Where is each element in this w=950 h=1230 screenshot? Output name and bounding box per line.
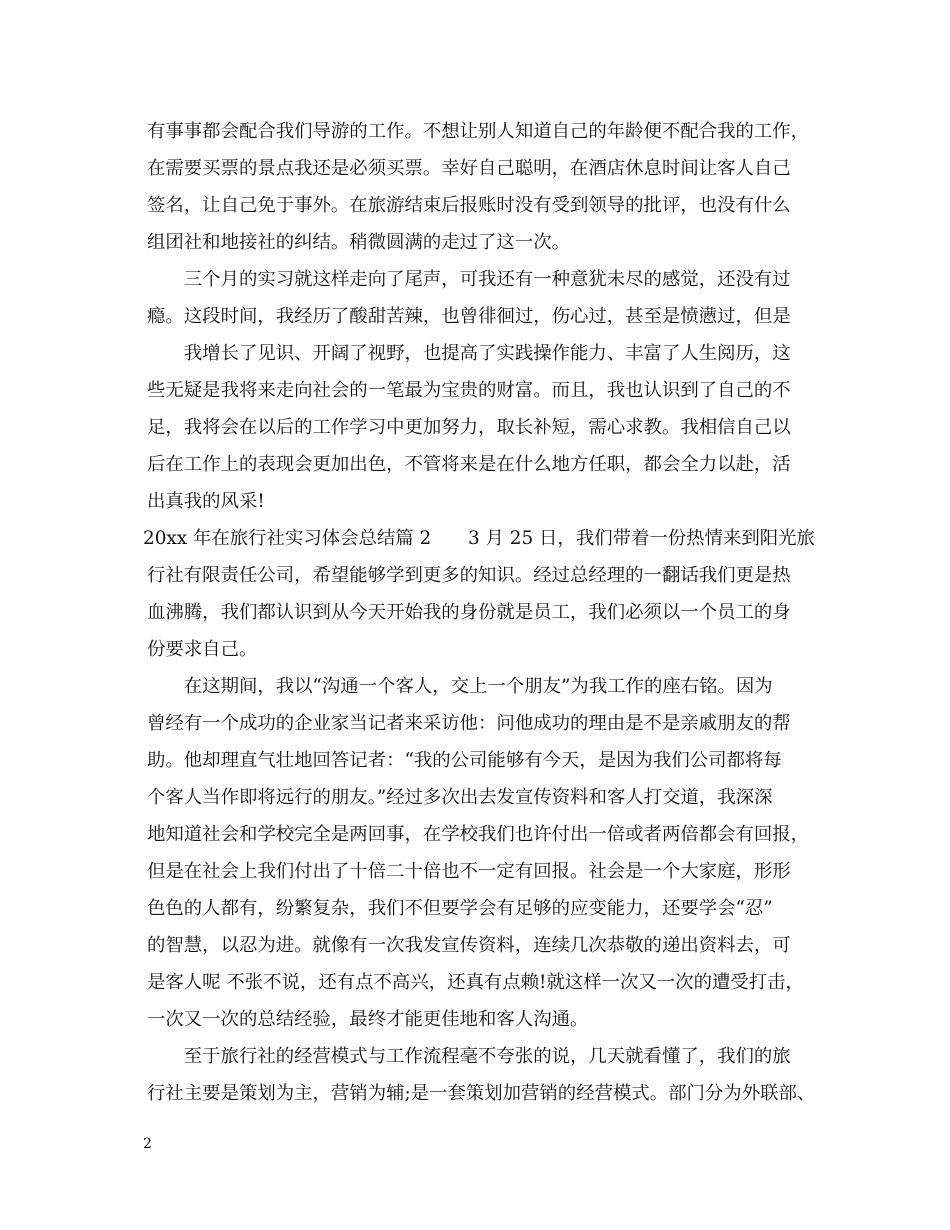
text-line: 但是在社会上我们付出了十倍二十倍也不一定有回报。社会是一个大家庭，形形 bbox=[147, 861, 791, 882]
text-line: 出真我的风采! bbox=[147, 491, 265, 512]
text-line: 在需要买票的景点我还是必须买票。幸好自己聪明，在酒店休息时间让客人自己 bbox=[147, 158, 791, 179]
page-number: 2 bbox=[143, 1136, 152, 1152]
text-line: 一次又一次的总结经验，最终才能更佳地和客人沟通。 bbox=[147, 1009, 589, 1030]
text-line: 在这期间，我以“沟通一个客人，交上一个朋友”为我工作的座右铭。因为 bbox=[147, 676, 773, 697]
text-line: 曾经有一个成功的企业家当记者来采访他：问他成功的理由是不是亲戚朋友的帮 bbox=[147, 713, 791, 734]
text-line: 有事事都会配合我们导游的工作。不想让别人知道自己的年龄便不配合我的工作， bbox=[147, 121, 810, 142]
text-line: 是客人呢 不张不说，还有点不高兴，还真有点赖!就这样一次又一次的遭受打击， bbox=[147, 972, 804, 993]
text-line: 个客人当作即将远行的朋友。”经过多次出去发宣传资料和客人打交道，我深深 bbox=[147, 787, 773, 808]
text-line: 的智慧，以忍为进。就像有一次我发宣传资料，连续几次恭敬的递出资料去，可 bbox=[147, 935, 791, 956]
text-line: 至于旅行社的经营模式与工作流程毫不夸张的说，几天就看懂了，我们的旅 bbox=[147, 1046, 791, 1067]
text-line: 些无疑是我将来走向社会的一笔最为宝贵的财富。而且，我也认识到了自己的不 bbox=[147, 380, 791, 401]
text-line: 签名，让自己免于事外。在旅游结束后报账时没有受到领导的批评，也没有什么 bbox=[147, 195, 791, 216]
text-line: 组团社和地接社的纠结。稍微圆满的走过了这一次。 bbox=[147, 232, 570, 253]
text-line: 行社主要是策划为主，营销为辅;是一套策划加营销的经营模式。部门分为外联部、 bbox=[147, 1083, 816, 1104]
text-line: 血沸腾，我们都认识到从今天开始我的身份就是员工，我们必须以一个员工的身 bbox=[147, 602, 791, 623]
text-line: 份要求自己。 bbox=[147, 639, 258, 660]
text-line: 色色的人都有，纷繁复杂，我们不但要学会有足够的应变能力，还要学会“忍” bbox=[147, 898, 773, 919]
text-line: 后在工作上的表现会更加出色，不管将来是在什么地方任职，都会全力以赴，活 bbox=[147, 454, 791, 475]
section-heading-line: 20xx 年在旅行社实习体会总结篇 2 3 月 25 日，我们带着一份热情来到阳光旅 bbox=[143, 528, 815, 549]
text-line: 三个月的实习就这样走向了尾声，可我还有一种意犹未尽的感觉，还没有过 bbox=[147, 269, 791, 290]
text-line: 行社有限责任公司，希望能够学到更多的知识。经过总经理的一翻话我们更是热 bbox=[147, 565, 791, 586]
text-line: 瘾。这段时间，我经历了酸甜苦辣，也曾徘徊过，伤心过，甚至是愤懑过，但是 bbox=[147, 306, 791, 327]
text-line: 助。他却理直气壮地回答记者：“我的公司能够有今天，是因为我们公司都将每 bbox=[147, 750, 782, 771]
text-line: 足，我将会在以后的工作学习中更加努力，取长补短，需心求教。我相信自己以 bbox=[147, 417, 791, 438]
text-line: 地知道社会和学校完全是两回事，在学校我们也许付出一倍或者两倍都会有回报， bbox=[147, 824, 810, 845]
text-line: 我增长了见识、开阔了视野，也提高了实践操作能力、丰富了人生阅历，这 bbox=[147, 343, 791, 364]
